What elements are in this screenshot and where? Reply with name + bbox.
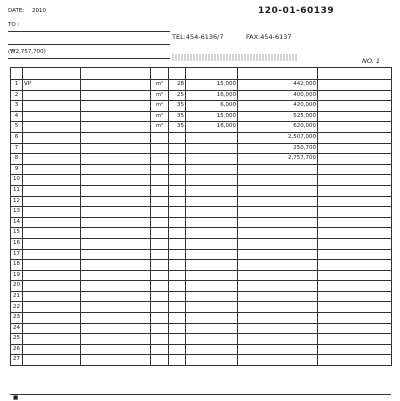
- row-price: [186, 334, 238, 345]
- row-note: [318, 143, 392, 154]
- row-spec: [81, 164, 151, 175]
- row-item: [23, 175, 81, 186]
- row-note: [318, 101, 392, 112]
- row-spec: [81, 122, 151, 133]
- row-item: [23, 302, 81, 313]
- row-item: [23, 132, 81, 143]
- col-spec-header: [81, 68, 151, 80]
- row-item: [23, 111, 81, 122]
- row-unit: m²: [151, 80, 169, 91]
- row-number: 5: [11, 122, 23, 133]
- row-spec: [81, 196, 151, 207]
- row-note: [318, 270, 392, 281]
- stamp-mark: [172, 54, 298, 61]
- row-spec: [81, 281, 151, 292]
- row-qty: 28: [169, 80, 186, 91]
- row-item: [23, 344, 81, 355]
- row-item: [23, 143, 81, 154]
- row-price: [186, 249, 238, 260]
- row-amount: 2,507,000: [238, 132, 318, 143]
- row-unit: [151, 355, 169, 366]
- row-qty: [169, 302, 186, 313]
- row-unit: m²: [151, 111, 169, 122]
- row-amount: [238, 185, 318, 196]
- row-spec: [81, 270, 151, 281]
- row-amount: [238, 281, 318, 292]
- footer-divider: [10, 394, 391, 395]
- row-unit: [151, 196, 169, 207]
- row-number: 26: [11, 344, 23, 355]
- row-qty: 35: [169, 122, 186, 133]
- row-note: [318, 207, 392, 218]
- row-price: 16,000: [186, 90, 238, 101]
- row-unit: m²: [151, 90, 169, 101]
- row-note: [318, 344, 392, 355]
- row-item: [23, 101, 81, 112]
- row-number: 3: [11, 101, 23, 112]
- row-number: 1: [11, 80, 23, 91]
- row-amount: [238, 164, 318, 175]
- col-unit-header: [151, 68, 169, 80]
- row-amount: [238, 228, 318, 239]
- table-row: [11, 164, 392, 175]
- row-price: 6,000: [186, 101, 238, 112]
- row-qty: [169, 228, 186, 239]
- table-row: [11, 101, 392, 112]
- row-unit: [151, 228, 169, 239]
- item-table: [10, 67, 392, 366]
- row-price: [186, 313, 238, 324]
- row-spec: [81, 334, 151, 345]
- row-amount: [238, 355, 318, 366]
- row-amount: 400,000: [238, 90, 318, 101]
- row-unit: [151, 164, 169, 175]
- row-amount: 525,000: [238, 111, 318, 122]
- row-amount: 420,000: [238, 101, 318, 112]
- row-amount: [238, 291, 318, 302]
- row-unit: [151, 175, 169, 186]
- row-unit: [151, 249, 169, 260]
- row-spec: [81, 132, 151, 143]
- row-item: [23, 260, 81, 271]
- row-amount: [238, 207, 318, 218]
- row-note: [318, 249, 392, 260]
- row-note: [318, 111, 392, 122]
- row-number: 17: [11, 249, 23, 260]
- row-amount: 250,700: [238, 143, 318, 154]
- row-qty: [169, 196, 186, 207]
- row-note: [318, 355, 392, 366]
- row-amount: [238, 323, 318, 334]
- row-number: 13: [11, 207, 23, 218]
- row-item: [23, 217, 81, 228]
- row-number: 6: [11, 132, 23, 143]
- row-item: [23, 238, 81, 249]
- table-row: [11, 90, 392, 101]
- row-price: [186, 270, 238, 281]
- row-qty: [169, 334, 186, 345]
- row-unit: [151, 207, 169, 218]
- row-number: 11: [11, 185, 23, 196]
- row-qty: 25: [169, 90, 186, 101]
- date-value: 2010: [32, 8, 46, 14]
- row-unit: m²: [151, 122, 169, 133]
- to-label: TO :: [8, 22, 20, 28]
- row-note: [318, 122, 392, 133]
- table-row: [11, 154, 392, 165]
- row-item: [23, 164, 81, 175]
- row-number: 16: [11, 238, 23, 249]
- table-row: [11, 281, 392, 292]
- row-price: [186, 281, 238, 292]
- col-no-header: [11, 68, 23, 80]
- table-row: [11, 217, 392, 228]
- row-number: 20: [11, 281, 23, 292]
- row-number: 15: [11, 228, 23, 239]
- row-spec: [81, 185, 151, 196]
- row-price: [186, 291, 238, 302]
- table-row: [11, 143, 392, 154]
- site-underline: [8, 44, 170, 45]
- table-row: [11, 132, 392, 143]
- row-item: [23, 281, 81, 292]
- row-amount: [238, 313, 318, 324]
- total-underline: [8, 58, 170, 59]
- row-amount: [238, 175, 318, 186]
- row-qty: [169, 270, 186, 281]
- table-row: [11, 122, 392, 133]
- row-price: [186, 132, 238, 143]
- table-row: [11, 334, 392, 345]
- row-price: [186, 355, 238, 366]
- row-item: [23, 122, 81, 133]
- row-note: [318, 334, 392, 345]
- row-spec: [81, 175, 151, 186]
- row-amount: [238, 270, 318, 281]
- row-unit: [151, 344, 169, 355]
- row-number: 19: [11, 270, 23, 281]
- table-row: [11, 313, 392, 324]
- row-amount: 442,000: [238, 80, 318, 91]
- row-price: [186, 323, 238, 334]
- row-price: [186, 164, 238, 175]
- row-item: [23, 196, 81, 207]
- row-number: 18: [11, 260, 23, 271]
- row-price: [186, 238, 238, 249]
- row-item: [23, 270, 81, 281]
- row-amount: [238, 238, 318, 249]
- col-price-header: [186, 68, 238, 80]
- row-amount: [238, 334, 318, 345]
- row-qty: [169, 355, 186, 366]
- row-note: [318, 281, 392, 292]
- table-row: [11, 80, 392, 91]
- row-item: [23, 313, 81, 324]
- row-spec: [81, 101, 151, 112]
- row-spec: [81, 238, 151, 249]
- row-price: [186, 175, 238, 186]
- table-row: [11, 111, 392, 122]
- row-amount: [238, 260, 318, 271]
- row-qty: [169, 260, 186, 271]
- row-amount: [238, 196, 318, 207]
- col-item-header: [23, 68, 81, 80]
- row-spec: [81, 154, 151, 165]
- row-item: [23, 207, 81, 218]
- row-unit: [151, 238, 169, 249]
- row-number: 22: [11, 302, 23, 313]
- phone-number: TEL:454-6136/7: [172, 33, 224, 41]
- row-spec: [81, 111, 151, 122]
- row-note: [318, 154, 392, 165]
- table-row: [11, 228, 392, 239]
- row-spec: [81, 344, 151, 355]
- recipient-underline: [8, 31, 170, 32]
- row-number: 2: [11, 90, 23, 101]
- col-qty-header: [169, 68, 186, 80]
- page-number: NO. 1: [362, 57, 380, 65]
- row-number: 7: [11, 143, 23, 154]
- row-note: [318, 90, 392, 101]
- row-spec: [81, 313, 151, 324]
- row-qty: [169, 154, 186, 165]
- table-row: [11, 344, 392, 355]
- row-qty: [169, 207, 186, 218]
- row-qty: [169, 185, 186, 196]
- row-qty: [169, 164, 186, 175]
- row-price: [186, 185, 238, 196]
- table-row: [11, 249, 392, 260]
- row-spec: [81, 217, 151, 228]
- row-qty: [169, 238, 186, 249]
- row-price: 15,000: [186, 80, 238, 91]
- row-unit: [151, 302, 169, 313]
- row-unit: [151, 281, 169, 292]
- row-qty: 35: [169, 101, 186, 112]
- row-amount: [238, 344, 318, 355]
- row-price: [186, 217, 238, 228]
- table-row: [11, 196, 392, 207]
- row-price: 15,000: [186, 111, 238, 122]
- row-qty: [169, 175, 186, 186]
- row-item: [23, 355, 81, 366]
- row-spec: [81, 260, 151, 271]
- table-row: [11, 207, 392, 218]
- table-row: [11, 175, 392, 186]
- row-number: 4: [11, 111, 23, 122]
- row-item: [23, 228, 81, 239]
- row-note: [318, 313, 392, 324]
- row-qty: [169, 132, 186, 143]
- row-note: [318, 260, 392, 271]
- row-qty: 35: [169, 111, 186, 122]
- row-amount: [238, 302, 318, 313]
- row-item: [23, 291, 81, 302]
- row-price: 18,000: [186, 122, 238, 133]
- row-unit: [151, 143, 169, 154]
- date-label: DATE:: [8, 8, 25, 14]
- row-price: [186, 228, 238, 239]
- row-amount: [238, 249, 318, 260]
- row-price: [186, 344, 238, 355]
- row-note: [318, 175, 392, 186]
- row-unit: [151, 260, 169, 271]
- row-item: [23, 323, 81, 334]
- row-note: [318, 228, 392, 239]
- row-qty: [169, 217, 186, 228]
- table-row: [11, 355, 392, 366]
- row-price: [186, 143, 238, 154]
- row-number: 24: [11, 323, 23, 334]
- row-spec: [81, 228, 151, 239]
- row-number: 12: [11, 196, 23, 207]
- row-unit: [151, 132, 169, 143]
- row-unit: [151, 323, 169, 334]
- table-row: [11, 238, 392, 249]
- table-header-row: [11, 68, 392, 80]
- row-spec: [81, 323, 151, 334]
- row-qty: [169, 313, 186, 324]
- row-unit: [151, 291, 169, 302]
- business-notice-label: ■: [13, 395, 19, 401]
- row-amount: [238, 217, 318, 228]
- table-row: [11, 185, 392, 196]
- row-qty: [169, 281, 186, 292]
- row-note: [318, 323, 392, 334]
- row-qty: [169, 143, 186, 154]
- row-qty: [169, 291, 186, 302]
- row-note: [318, 217, 392, 228]
- row-unit: [151, 185, 169, 196]
- row-note: [318, 238, 392, 249]
- row-item: [23, 154, 81, 165]
- row-item: [23, 90, 81, 101]
- row-number: 14: [11, 217, 23, 228]
- row-note: [318, 80, 392, 91]
- row-unit: [151, 313, 169, 324]
- row-price: [186, 207, 238, 218]
- row-note: [318, 132, 392, 143]
- row-price: [186, 260, 238, 271]
- row-number: 9: [11, 164, 23, 175]
- row-number: 10: [11, 175, 23, 186]
- row-spec: [81, 355, 151, 366]
- row-price: [186, 196, 238, 207]
- row-price: [186, 154, 238, 165]
- row-note: [318, 302, 392, 313]
- row-item: [23, 185, 81, 196]
- row-number: 27: [11, 355, 23, 366]
- row-unit: [151, 154, 169, 165]
- total-amount-line: (₩2,757,700): [8, 49, 46, 55]
- row-qty: [169, 249, 186, 260]
- row-spec: [81, 90, 151, 101]
- row-qty: [169, 323, 186, 334]
- row-spec: [81, 207, 151, 218]
- row-qty: [169, 344, 186, 355]
- row-note: [318, 196, 392, 207]
- row-spec: [81, 249, 151, 260]
- row-number: 25: [11, 334, 23, 345]
- row-price: [186, 302, 238, 313]
- row-number: 21: [11, 291, 23, 302]
- row-unit: [151, 270, 169, 281]
- row-item: [23, 249, 81, 260]
- row-spec: [81, 302, 151, 313]
- row-item: VP: [23, 80, 81, 91]
- row-number: 8: [11, 154, 23, 165]
- row-spec: [81, 80, 151, 91]
- table-row: [11, 270, 392, 281]
- table-row: [11, 260, 392, 271]
- col-note-header: [318, 68, 392, 80]
- row-note: [318, 164, 392, 175]
- row-note: [318, 185, 392, 196]
- row-number: 23: [11, 313, 23, 324]
- row-amount: 2,757,700: [238, 154, 318, 165]
- table-row: [11, 291, 392, 302]
- row-spec: [81, 143, 151, 154]
- row-spec: [81, 291, 151, 302]
- row-unit: m²: [151, 101, 169, 112]
- col-amount-header: [238, 68, 318, 80]
- row-item: [23, 334, 81, 345]
- row-unit: [151, 334, 169, 345]
- row-unit: [151, 217, 169, 228]
- row-amount: 620,000: [238, 122, 318, 133]
- row-note: [318, 291, 392, 302]
- fax-number: FAX:454-6137: [246, 33, 292, 41]
- table-row: [11, 323, 392, 334]
- table-row: [11, 302, 392, 313]
- registration-number: 120-01-60139: [258, 6, 335, 16]
